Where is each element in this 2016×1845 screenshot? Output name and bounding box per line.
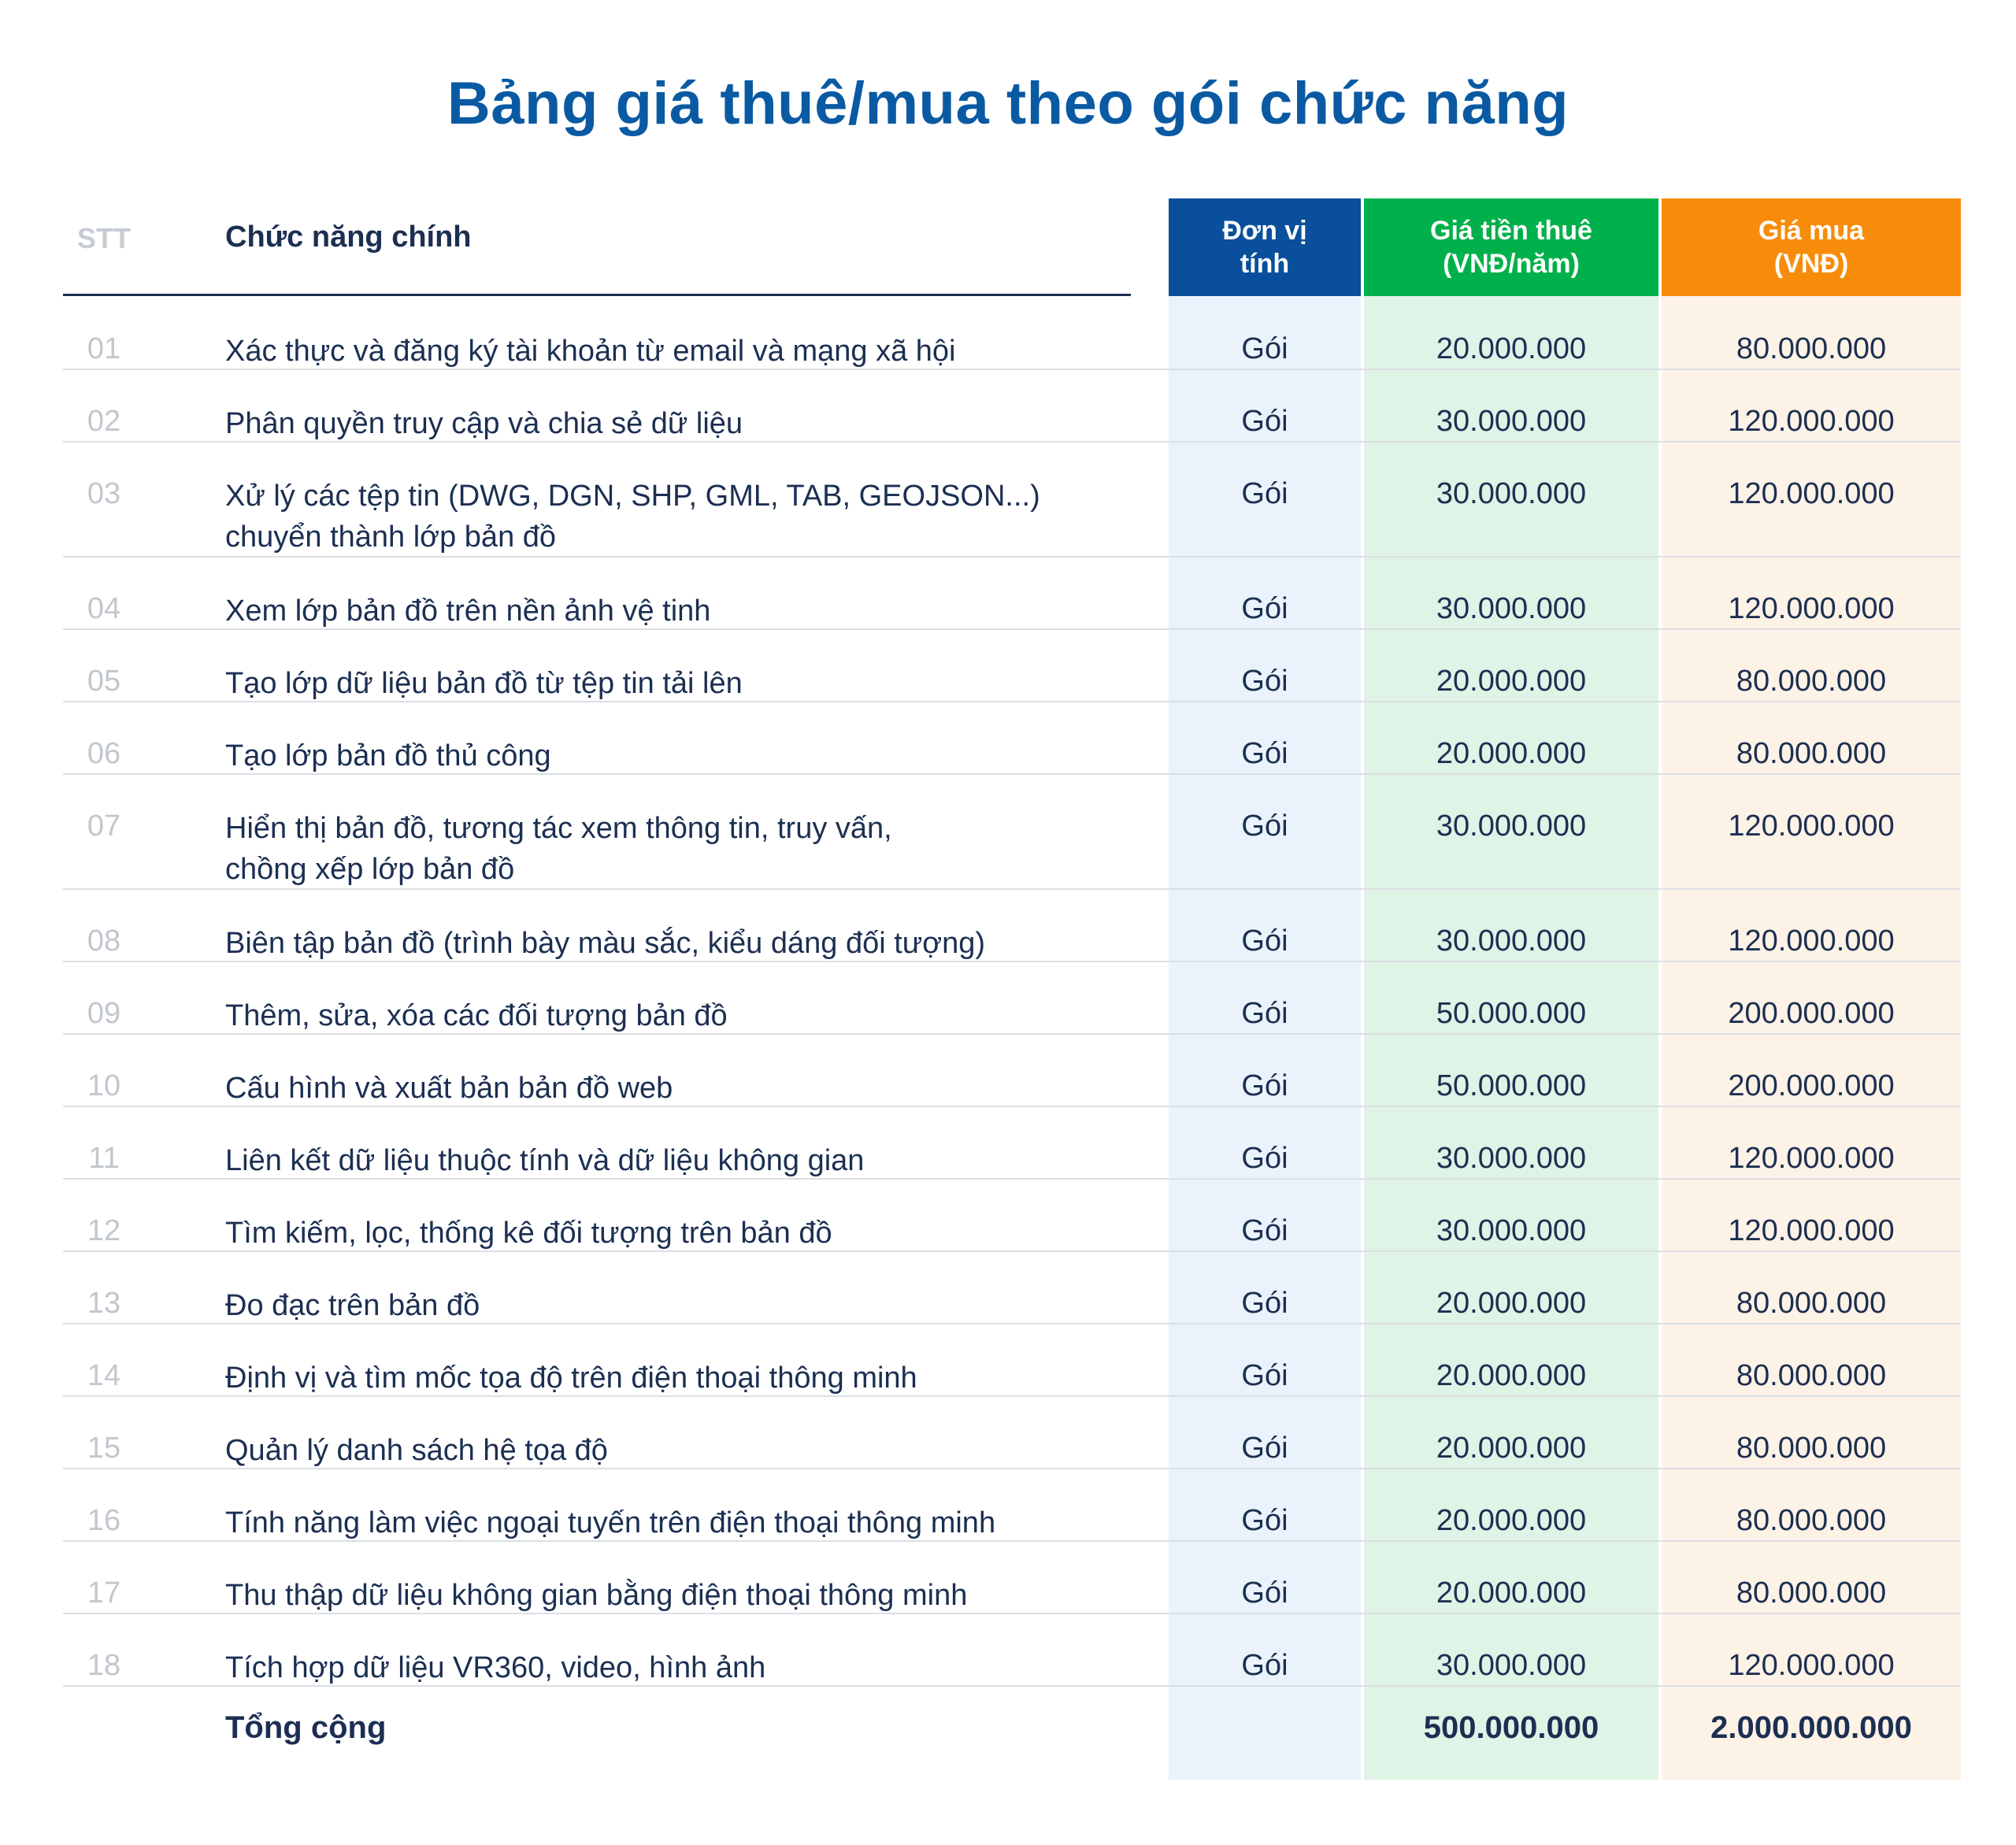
table-row [63, 1614, 1961, 1687]
row-stt: 12 [87, 1214, 121, 1247]
row-stt: 13 [87, 1287, 121, 1320]
table-row [63, 1397, 1961, 1469]
row-function: Tích hợp dữ liệu VR360, video, hình ảnh [225, 1651, 766, 1684]
row-rent-price: 30.000.000 [1436, 405, 1587, 438]
row-stt: 17 [87, 1576, 121, 1610]
row-unit: Gói [1241, 1649, 1288, 1682]
row-function: Hiển thị bản đồ, tương tác xem thông tin, truy vấn, chồng xếp lớp bản đồ [225, 812, 892, 886]
total-row [63, 1693, 1961, 1772]
row-rent-price: 20.000.000 [1436, 332, 1587, 365]
row-unit: Gói [1241, 665, 1288, 698]
row-rent-price: 20.000.000 [1436, 1504, 1587, 1537]
row-stt: 06 [87, 737, 121, 770]
row-rent-price: 30.000.000 [1436, 592, 1587, 625]
row-function: Thu thập dữ liệu không gian bằng điện thoại thông minh [225, 1579, 968, 1612]
table-row [63, 702, 1961, 775]
header-stt: STT [77, 222, 131, 254]
row-function: Biên tập bản đồ (trình bày màu sắc, kiểu dáng đối tượng) [225, 927, 986, 960]
table-row [63, 962, 1961, 1035]
header-rent [1364, 198, 1658, 296]
row-rent-price: 30.000.000 [1436, 477, 1587, 510]
row-unit: Gói [1241, 737, 1288, 770]
row-function: Đo đạc trên bản đồ [225, 1289, 480, 1322]
row-unit: Gói [1241, 1359, 1288, 1392]
row-function: Tạo lớp bản đồ thủ công [225, 739, 551, 772]
table-row [63, 630, 1961, 702]
row-stt: 11 [88, 1142, 120, 1175]
row-function: Tìm kiếm, lọc, thống kê đối tượng trên bản đồ [225, 1217, 832, 1250]
row-stt: 10 [87, 1069, 121, 1102]
row-unit: Gói [1241, 477, 1288, 510]
row-rent-price: 30.000.000 [1436, 810, 1587, 843]
total-buy: 2.000.000.000 [1710, 1710, 1912, 1745]
row-buy-price: 120.000.000 [1728, 405, 1895, 438]
table-row [63, 558, 1961, 630]
row-unit: Gói [1241, 1504, 1288, 1537]
table-row [63, 298, 1961, 370]
row-rent-price: 20.000.000 [1436, 1287, 1587, 1320]
row-buy-price: 80.000.000 [1736, 1576, 1887, 1610]
row-stt: 07 [87, 810, 121, 843]
row-function: Cấu hình và xuất bản bản đồ web [225, 1072, 673, 1105]
row-function: Xem lớp bản đồ trên nền ảnh vệ tinh [225, 595, 711, 628]
table-row [63, 890, 1961, 962]
row-unit: Gói [1241, 924, 1288, 958]
row-stt: 05 [87, 665, 121, 698]
row-stt: 14 [87, 1359, 121, 1392]
row-function: Tạo lớp dữ liệu bản đồ từ tệp tin tải lên [225, 667, 743, 700]
page-title: Bảng giá thuê/mua theo gói chức năng [447, 70, 1569, 137]
table-row [63, 1107, 1961, 1180]
table-row [63, 1180, 1961, 1252]
row-stt: 15 [87, 1432, 121, 1465]
header-unit [1169, 198, 1361, 296]
row-function: Xác thực và đăng ký tài khoản từ email và mạng xã hội [225, 335, 956, 368]
header-divider [63, 294, 1131, 296]
row-rent-price: 30.000.000 [1436, 1214, 1587, 1247]
row-buy-price: 80.000.000 [1736, 665, 1887, 698]
row-stt: 18 [87, 1649, 121, 1682]
row-rent-price: 50.000.000 [1436, 997, 1587, 1030]
row-rent-price: 20.000.000 [1436, 665, 1587, 698]
row-rent-price: 50.000.000 [1436, 1069, 1587, 1102]
row-divider [63, 1685, 1961, 1687]
row-unit: Gói [1241, 1576, 1288, 1610]
row-buy-price: 120.000.000 [1728, 1142, 1895, 1175]
table-row [63, 1469, 1961, 1542]
row-rent-price: 20.000.000 [1436, 1576, 1587, 1610]
row-unit: Gói [1241, 1287, 1288, 1320]
table-row [63, 1252, 1961, 1324]
row-stt: 09 [87, 997, 121, 1030]
row-unit: Gói [1241, 592, 1288, 625]
row-stt: 02 [87, 405, 121, 438]
row-stt: 03 [87, 477, 121, 510]
row-function: Quản lý danh sách hệ tọa độ [225, 1434, 608, 1467]
row-rent-price: 20.000.000 [1436, 1432, 1587, 1465]
row-rent-price: 30.000.000 [1436, 1142, 1587, 1175]
row-unit: Gói [1241, 1069, 1288, 1102]
row-buy-price: 120.000.000 [1728, 924, 1895, 958]
row-stt: 01 [87, 332, 121, 365]
row-rent-price: 30.000.000 [1436, 924, 1587, 958]
row-rent-price: 20.000.000 [1436, 737, 1587, 770]
row-buy-price: 120.000.000 [1728, 1649, 1895, 1682]
row-unit: Gói [1241, 1432, 1288, 1465]
row-function: Định vị và tìm mốc tọa độ trên điện thoại thông minh [225, 1362, 917, 1395]
row-function: Liên kết dữ liệu thuộc tính và dữ liệu không gian [225, 1144, 865, 1177]
row-buy-price: 80.000.000 [1736, 737, 1887, 770]
table-row [63, 775, 1961, 890]
row-rent-price: 30.000.000 [1436, 1649, 1587, 1682]
table-row [63, 1035, 1961, 1107]
row-buy-price: 200.000.000 [1728, 1069, 1895, 1102]
table-row [63, 443, 1961, 558]
table-row [63, 1542, 1961, 1614]
row-unit: Gói [1241, 997, 1288, 1030]
header-buy [1662, 198, 1961, 296]
header-buy-label: Giá mua (VNĐ) [1758, 216, 1865, 279]
row-buy-price: 80.000.000 [1736, 1504, 1887, 1537]
row-function: Tính năng làm việc ngoại tuyến trên điện thoại thông minh [225, 1506, 996, 1539]
table-row [63, 1324, 1961, 1397]
row-buy-price: 80.000.000 [1736, 1432, 1887, 1465]
header-function: Chức năng chính [225, 220, 472, 254]
row-function: Phân quyền truy cập và chia sẻ dữ liệu [225, 407, 743, 440]
row-buy-price: 120.000.000 [1728, 810, 1895, 843]
row-stt: 16 [87, 1504, 121, 1537]
row-unit: Gói [1241, 332, 1288, 365]
total-rent: 500.000.000 [1423, 1710, 1599, 1745]
row-buy-price: 200.000.000 [1728, 997, 1895, 1030]
row-rent-price: 20.000.000 [1436, 1359, 1587, 1392]
row-unit: Gói [1241, 1142, 1288, 1175]
row-buy-price: 80.000.000 [1736, 332, 1887, 365]
row-buy-price: 80.000.000 [1736, 1287, 1887, 1320]
row-unit: Gói [1241, 810, 1288, 843]
row-unit: Gói [1241, 1214, 1288, 1247]
row-buy-price: 120.000.000 [1728, 592, 1895, 625]
row-function: Thêm, sửa, xóa các đối tượng bản đồ [225, 999, 728, 1032]
row-buy-price: 120.000.000 [1728, 1214, 1895, 1247]
header-unit-label: Đơn vị tính [1222, 216, 1307, 279]
row-unit: Gói [1241, 405, 1288, 438]
row-buy-price: 80.000.000 [1736, 1359, 1887, 1392]
row-function: Xử lý các tệp tin (DWG, DGN, SHP, GML, TAB, GEOJSON...) chuyển thành lớp bản đồ [225, 480, 1040, 554]
row-buy-price: 120.000.000 [1728, 477, 1895, 510]
total-label: Tổng cộng [225, 1710, 387, 1745]
header-rent-label: Giá tiền thuê (VNĐ/năm) [1430, 216, 1592, 279]
row-stt: 04 [87, 592, 121, 625]
table-row [63, 370, 1961, 443]
row-stt: 08 [87, 924, 121, 958]
